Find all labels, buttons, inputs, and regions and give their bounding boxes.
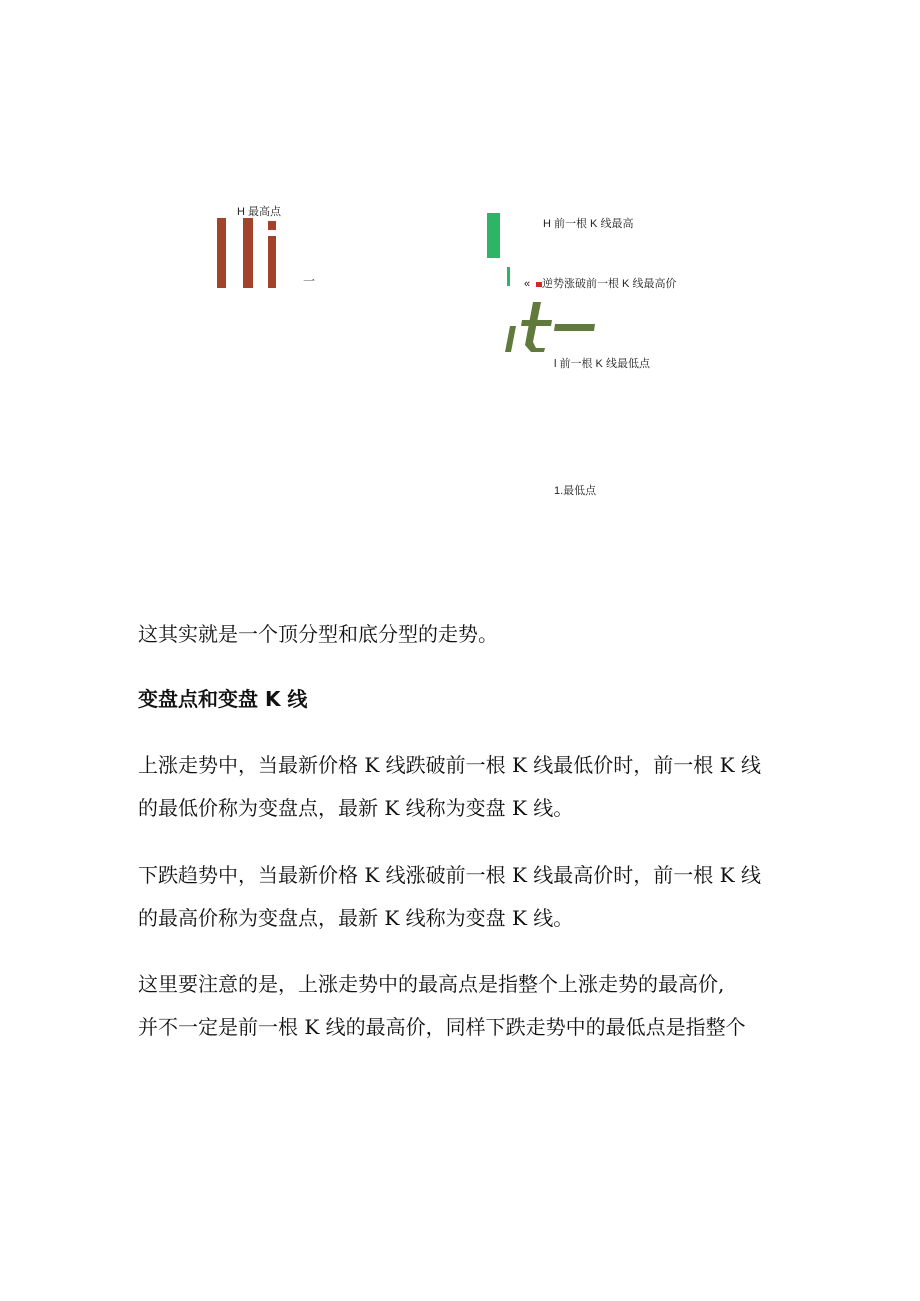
olive-t-cross xyxy=(521,320,552,326)
label-prev-kline-low: l 前一根 K 线最低点 xyxy=(554,358,650,370)
paragraph-note-line2: 并不一定是前一根 K 线的最高价，同样下跌走势中的最低点是指整个 xyxy=(138,1015,746,1039)
green-thin-wick xyxy=(507,267,510,286)
brown-kline-bar-1 xyxy=(217,218,226,288)
olive-dash xyxy=(554,324,595,331)
paragraph-downtrend-line2: 的最高价称为变盘点，最新 K 线称为变盘 K 线。 xyxy=(138,906,574,930)
green-kline-bar xyxy=(487,213,500,258)
label-break-prev-high: 逆势涨破前一根 K 线最高价 xyxy=(542,278,677,290)
kline-figure xyxy=(0,0,920,560)
label-highest-point: H 最高点 xyxy=(237,206,281,218)
paragraph-downtrend-line1: 下跌趋势中，当最新价格 K 线涨破前一根 K 线最高价时，前一根 K 线 xyxy=(138,863,761,887)
olive-kline-glyph xyxy=(500,290,600,360)
paragraph-uptrend-line1: 上涨走势中，当最新价格 K 线跌破前一根 K 线最低价时，前一根 K 线 xyxy=(138,753,761,777)
left-dash: 一 xyxy=(303,274,316,288)
marker-guillemet: « xyxy=(524,278,531,290)
paragraph-summary: 这其实就是一个顶分型和底分型的走势。 xyxy=(138,622,498,646)
brown-kline-bar-3 xyxy=(268,236,276,288)
label-lowest-point: 1.最低点 xyxy=(554,485,597,497)
section-heading: 变盘点和变盘 K 线 xyxy=(138,687,308,711)
paragraph-uptrend-line2: 的最低价称为变盘点，最新 K 线称为变盘 K 线。 xyxy=(138,796,574,820)
paragraph-note-line1: 这里要注意的是，上涨走势中的最高点是指整个上涨走势的最高价, xyxy=(138,972,725,996)
brown-kline-bar-3-dot xyxy=(268,221,276,230)
olive-slash-stroke xyxy=(505,326,516,352)
label-prev-kline-high: H 前一根 K 线最高 xyxy=(543,218,634,230)
olive-t-stem xyxy=(525,302,545,352)
brown-kline-bar-2 xyxy=(243,218,253,288)
